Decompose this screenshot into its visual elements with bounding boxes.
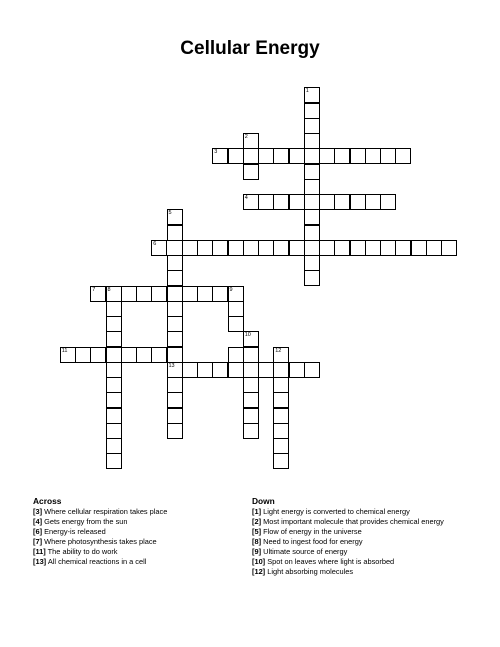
grid-cell[interactable] bbox=[304, 133, 320, 149]
grid-cell[interactable] bbox=[167, 347, 183, 363]
clue-num: [8] bbox=[252, 537, 262, 546]
grid-cell[interactable] bbox=[228, 301, 244, 317]
grid-cell[interactable] bbox=[304, 103, 320, 119]
clue-text: Light absorbing molecules bbox=[267, 567, 354, 576]
across-clue bbox=[33, 557, 243, 567]
down-clue bbox=[252, 527, 492, 537]
grid-cell[interactable] bbox=[350, 148, 366, 164]
grid-cell[interactable] bbox=[151, 286, 167, 302]
clue-num: [6] bbox=[33, 527, 43, 536]
grid-cell[interactable] bbox=[273, 347, 289, 363]
clue-text: Most important molecule that provides chemical energy bbox=[263, 517, 444, 526]
clue-number: 1 bbox=[305, 88, 309, 95]
grid-cell[interactable] bbox=[243, 423, 259, 439]
grid-cell[interactable] bbox=[121, 347, 137, 363]
clue-num: [7] bbox=[33, 537, 43, 546]
grid-cell[interactable] bbox=[289, 240, 305, 256]
across-clue bbox=[33, 507, 243, 517]
clue-text: Flow of energy in the universe bbox=[263, 527, 362, 536]
grid-cell[interactable] bbox=[273, 362, 289, 378]
grid-cell[interactable] bbox=[212, 286, 228, 302]
grid-cell[interactable] bbox=[304, 148, 320, 164]
grid-cell[interactable] bbox=[243, 347, 259, 363]
grid-cell[interactable] bbox=[106, 362, 122, 378]
grid-cell[interactable] bbox=[167, 362, 183, 378]
grid-cell[interactable] bbox=[121, 286, 137, 302]
clue-number: 5 bbox=[168, 210, 172, 217]
grid-cell[interactable] bbox=[273, 453, 289, 469]
grid-cell[interactable] bbox=[228, 286, 244, 302]
grid-cell[interactable] bbox=[136, 286, 152, 302]
grid-cell[interactable] bbox=[212, 362, 228, 378]
grid-cell[interactable] bbox=[441, 240, 457, 256]
grid-cell[interactable] bbox=[273, 240, 289, 256]
grid-cell[interactable] bbox=[395, 240, 411, 256]
grid-cell[interactable] bbox=[106, 286, 122, 302]
down-clue bbox=[252, 567, 492, 577]
clue-text: Spot on leaves where light is absorbed bbox=[267, 557, 395, 566]
clue-number: 12 bbox=[275, 347, 282, 354]
grid-cell[interactable] bbox=[304, 179, 320, 195]
clue-text: Gets energy from the sun bbox=[44, 517, 128, 526]
across-clues bbox=[33, 496, 243, 567]
grid-cell[interactable] bbox=[380, 194, 396, 210]
grid-cell[interactable] bbox=[258, 240, 274, 256]
grid-cell[interactable] bbox=[167, 286, 183, 302]
grid-cell[interactable] bbox=[243, 240, 259, 256]
grid-cell[interactable] bbox=[197, 286, 213, 302]
grid-cell[interactable] bbox=[289, 148, 305, 164]
grid-cell[interactable] bbox=[304, 164, 320, 180]
grid-cell[interactable] bbox=[75, 347, 91, 363]
grid-cell[interactable] bbox=[106, 423, 122, 439]
across-clue bbox=[33, 517, 243, 527]
grid-cell[interactable] bbox=[273, 408, 289, 424]
grid-cell[interactable] bbox=[228, 240, 244, 256]
grid-cell[interactable] bbox=[304, 362, 320, 378]
grid-cell[interactable] bbox=[106, 438, 122, 454]
down-clue bbox=[252, 547, 492, 557]
grid-cell[interactable] bbox=[334, 240, 350, 256]
grid-cell[interactable] bbox=[426, 240, 442, 256]
grid-cell[interactable] bbox=[319, 194, 335, 210]
grid-cell[interactable] bbox=[167, 331, 183, 347]
grid-cell[interactable] bbox=[365, 194, 381, 210]
grid-cell[interactable] bbox=[411, 240, 427, 256]
grid-cell[interactable] bbox=[380, 148, 396, 164]
grid-cell[interactable] bbox=[228, 347, 244, 363]
grid-cell[interactable] bbox=[304, 209, 320, 225]
grid-cell[interactable] bbox=[258, 194, 274, 210]
grid-cell[interactable] bbox=[182, 286, 198, 302]
grid-cell[interactable] bbox=[106, 392, 122, 408]
grid-cell[interactable] bbox=[167, 301, 183, 317]
clue-num: [3] bbox=[33, 507, 43, 516]
clue-text: All chemical reactions in a cell bbox=[47, 557, 147, 566]
across-clue bbox=[33, 547, 243, 557]
grid-cell[interactable] bbox=[334, 194, 350, 210]
grid-cell[interactable] bbox=[228, 362, 244, 378]
grid-cell[interactable] bbox=[395, 148, 411, 164]
down-clue bbox=[252, 537, 492, 547]
grid-cell[interactable] bbox=[243, 392, 259, 408]
across-clue bbox=[33, 537, 243, 547]
grid-cell[interactable] bbox=[380, 240, 396, 256]
down-clue bbox=[252, 557, 492, 567]
grid-cell[interactable] bbox=[304, 118, 320, 134]
clue-num: [4] bbox=[33, 517, 43, 526]
clue-num: [1] bbox=[252, 507, 262, 516]
grid-cell[interactable] bbox=[243, 377, 259, 393]
grid-cell[interactable] bbox=[273, 148, 289, 164]
grid-cell[interactable] bbox=[106, 453, 122, 469]
grid-cell[interactable] bbox=[273, 194, 289, 210]
grid-cell[interactable] bbox=[197, 362, 213, 378]
clue-text: Need to ingest food for energy bbox=[263, 537, 363, 546]
grid-cell[interactable] bbox=[273, 438, 289, 454]
grid-cell[interactable] bbox=[212, 148, 228, 164]
clue-text: Light energy is converted to chemical energy bbox=[263, 507, 410, 516]
grid-cell[interactable] bbox=[243, 331, 259, 347]
grid-cell[interactable] bbox=[289, 362, 305, 378]
grid-cell[interactable] bbox=[304, 225, 320, 241]
grid-cell[interactable] bbox=[243, 148, 259, 164]
grid-cell[interactable] bbox=[167, 377, 183, 393]
grid-cell[interactable] bbox=[167, 255, 183, 271]
clue-num: [12] bbox=[252, 567, 266, 576]
clue-num: [10] bbox=[252, 557, 266, 566]
grid-cell[interactable] bbox=[106, 408, 122, 424]
clue-num: [9] bbox=[252, 547, 262, 556]
grid-cell[interactable] bbox=[243, 408, 259, 424]
grid-cell[interactable] bbox=[90, 286, 106, 302]
clue-number: 7 bbox=[92, 286, 96, 293]
grid-cell[interactable] bbox=[319, 148, 335, 164]
grid-cell[interactable] bbox=[167, 209, 183, 225]
grid-cell[interactable] bbox=[90, 347, 106, 363]
clue-number: 9 bbox=[229, 286, 233, 293]
grid-cell[interactable] bbox=[136, 347, 152, 363]
grid-cell[interactable] bbox=[258, 362, 274, 378]
clue-text: The ability to do work bbox=[47, 547, 118, 556]
clue-num: [5] bbox=[252, 527, 262, 536]
clue-number: 4 bbox=[244, 195, 248, 201]
grid-cell[interactable] bbox=[319, 240, 335, 256]
down-clue-list bbox=[252, 507, 492, 577]
grid-cell[interactable] bbox=[182, 362, 198, 378]
grid-cell[interactable] bbox=[167, 270, 183, 286]
grid-cell[interactable] bbox=[60, 347, 76, 363]
grid-cell[interactable] bbox=[243, 194, 259, 210]
page-title: Cellular Energy bbox=[180, 38, 320, 59]
grid-cell[interactable] bbox=[304, 270, 320, 286]
grid-cell[interactable] bbox=[106, 377, 122, 393]
clue-number: 6 bbox=[153, 240, 157, 247]
grid-cell[interactable] bbox=[212, 240, 228, 256]
clue-number: 11 bbox=[61, 347, 68, 354]
grid-cell[interactable] bbox=[106, 301, 122, 317]
grid-cell[interactable] bbox=[167, 392, 183, 408]
clue-text: Where photosynthesis takes place bbox=[44, 537, 157, 546]
grid-cell[interactable] bbox=[334, 148, 350, 164]
clue-text: Energy-is released bbox=[44, 527, 106, 536]
grid-cell[interactable] bbox=[151, 240, 167, 256]
grid-cell[interactable] bbox=[151, 347, 167, 363]
grid-cell[interactable] bbox=[243, 362, 259, 378]
clue-number: 8 bbox=[107, 286, 111, 293]
down-clue bbox=[252, 507, 492, 517]
grid-cell[interactable] bbox=[350, 240, 366, 256]
across-clue bbox=[33, 527, 243, 537]
down-clue bbox=[252, 517, 492, 527]
grid-cell[interactable] bbox=[304, 255, 320, 271]
clue-number: 10 bbox=[244, 332, 251, 339]
grid-cell[interactable] bbox=[304, 240, 320, 256]
clue-num: [13] bbox=[33, 557, 47, 566]
clue-number: 13 bbox=[168, 362, 175, 369]
grid-cell[interactable] bbox=[106, 331, 122, 347]
grid-cell[interactable] bbox=[197, 240, 213, 256]
grid-cell[interactable] bbox=[243, 133, 259, 149]
grid-cell[interactable] bbox=[304, 194, 320, 210]
grid-cell[interactable] bbox=[273, 423, 289, 439]
grid-cell[interactable] bbox=[106, 316, 122, 332]
grid-cell[interactable] bbox=[167, 423, 183, 439]
across-clue-list bbox=[33, 507, 243, 567]
grid-cell[interactable] bbox=[350, 194, 366, 210]
grid-cell[interactable] bbox=[167, 225, 183, 241]
clue-number: 2 bbox=[244, 134, 248, 140]
down-clues bbox=[252, 496, 492, 577]
grid-cell[interactable] bbox=[182, 240, 198, 256]
grid-cell[interactable] bbox=[228, 148, 244, 164]
grid-cell[interactable] bbox=[365, 148, 381, 164]
grid-cell[interactable] bbox=[167, 408, 183, 424]
grid-cell[interactable] bbox=[304, 87, 320, 103]
grid-cell[interactable] bbox=[167, 316, 183, 332]
clue-number: 3 bbox=[214, 149, 218, 156]
across-heading: Across bbox=[33, 496, 62, 506]
clue-text: Where cellular respiration takes place bbox=[44, 507, 168, 516]
down-heading: Down bbox=[252, 496, 275, 506]
grid-cell[interactable] bbox=[258, 148, 274, 164]
grid-cell[interactable] bbox=[106, 347, 122, 363]
clue-text: Ultimate source of energy bbox=[263, 547, 348, 556]
grid-cell[interactable] bbox=[289, 194, 305, 210]
grid-cell[interactable] bbox=[273, 392, 289, 408]
grid-cell[interactable] bbox=[243, 164, 259, 180]
clue-num: [11] bbox=[33, 547, 46, 556]
grid-cell[interactable] bbox=[365, 240, 381, 256]
grid-cell[interactable] bbox=[228, 316, 244, 332]
grid-cell[interactable] bbox=[273, 377, 289, 393]
clue-num: [2] bbox=[252, 517, 262, 526]
